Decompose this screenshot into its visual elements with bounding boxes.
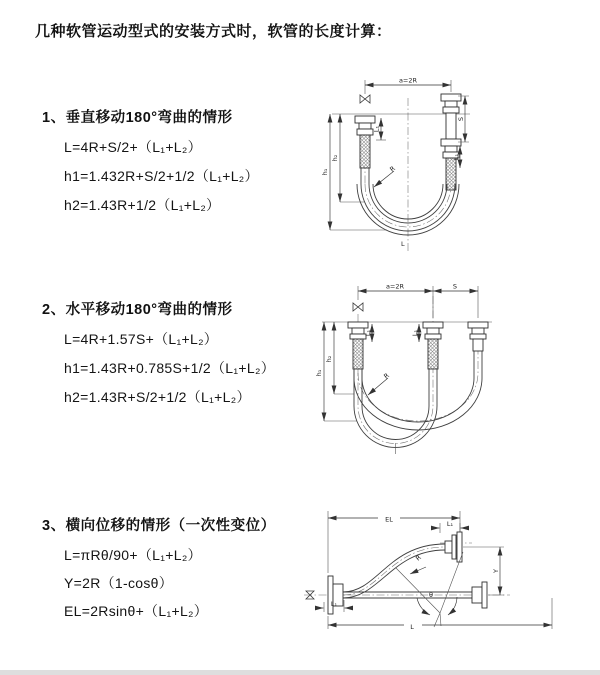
dim-label-l1-top: L₁: [446, 520, 454, 528]
dim-label-a2r: a=2R: [398, 76, 418, 85]
dim-label-l1-left: L₁: [372, 125, 381, 133]
section-1-formula-h1: h1=1.432R+S/2+1/2（L₁+L₂）: [64, 168, 259, 184]
section-1-formula-L: L=4R+S/2+（L₁+L₂）: [64, 139, 202, 155]
braided-hose-section: [360, 135, 370, 168]
braided-hose-section: [446, 158, 456, 190]
angle-label-theta: θ: [429, 591, 433, 599]
moved-fitting: [468, 322, 488, 351]
section-3-formula-EL: EL=2Rsinθ+（L₁+L₂）: [64, 603, 209, 619]
original-flange: [472, 582, 487, 608]
left-fitting: [348, 322, 368, 369]
dim-label-h1: h₁: [315, 369, 323, 377]
diagram-horizontal-180-bend: [310, 278, 600, 463]
scan-edge: [0, 670, 600, 675]
dim-label-l1-right: L₁: [452, 153, 460, 161]
dim-label-l1-left: L₁: [330, 600, 338, 608]
dim-label-l: L: [410, 623, 414, 631]
radius-label: R: [388, 164, 397, 174]
dim-label-y: Y: [492, 569, 500, 573]
dim-label-a2r: a=2R: [385, 282, 405, 291]
dim-label-h1: h₁: [321, 168, 329, 176]
length-label: L: [401, 240, 405, 248]
dim-label-s: S: [452, 282, 458, 291]
section-2-formula-h1: h1=1.43R+0.785S+1/2（L₁+L₂）: [64, 360, 275, 376]
section-3-formula-L: L=πRθ/90+（L₁+L₂）: [64, 547, 202, 563]
section-2-formula-L: L=4R+1.57S+（L₁+L₂）: [64, 331, 219, 347]
section-3-heading: 3、横向位移的情形（一次性变位）: [42, 518, 276, 534]
section-1-heading: 1、垂直移动180°弯曲的情形: [42, 110, 233, 126]
radius-label: R: [382, 371, 391, 381]
section-3-formula-Y: Y=2R（1-cosθ）: [64, 575, 174, 591]
left-flange: [328, 576, 343, 614]
anchor-symbol-icon: [353, 303, 363, 311]
moved-flange: [445, 532, 462, 562]
dim-label-el: EL: [385, 515, 393, 524]
section-2-heading: 2、水平移动180°弯曲的情形: [42, 302, 233, 318]
dim-label-h2: h₂: [325, 355, 333, 363]
section-2-formula-h2: h2=1.43R+S/2+1/2（L₁+L₂）: [64, 389, 251, 405]
radius-label: R: [414, 553, 423, 563]
dim-label-h2: h₂: [331, 154, 339, 162]
dim-label-l1-mid: L₁: [411, 329, 419, 337]
dim-label-l1-left: L₁: [364, 329, 372, 337]
diagram-lateral-displacement: [300, 495, 600, 645]
diagram-vertical-180-bend: [308, 72, 598, 257]
section-1-formula-h2: h2=1.43R+1/2（L₁+L₂）: [64, 197, 221, 213]
middle-fitting: [423, 322, 443, 369]
anchor-symbol-icon: [360, 95, 370, 103]
page-title: 几种软管运动型式的安装方式时，软管的长度计算：: [35, 23, 392, 40]
dim-label-s: S: [457, 116, 465, 122]
